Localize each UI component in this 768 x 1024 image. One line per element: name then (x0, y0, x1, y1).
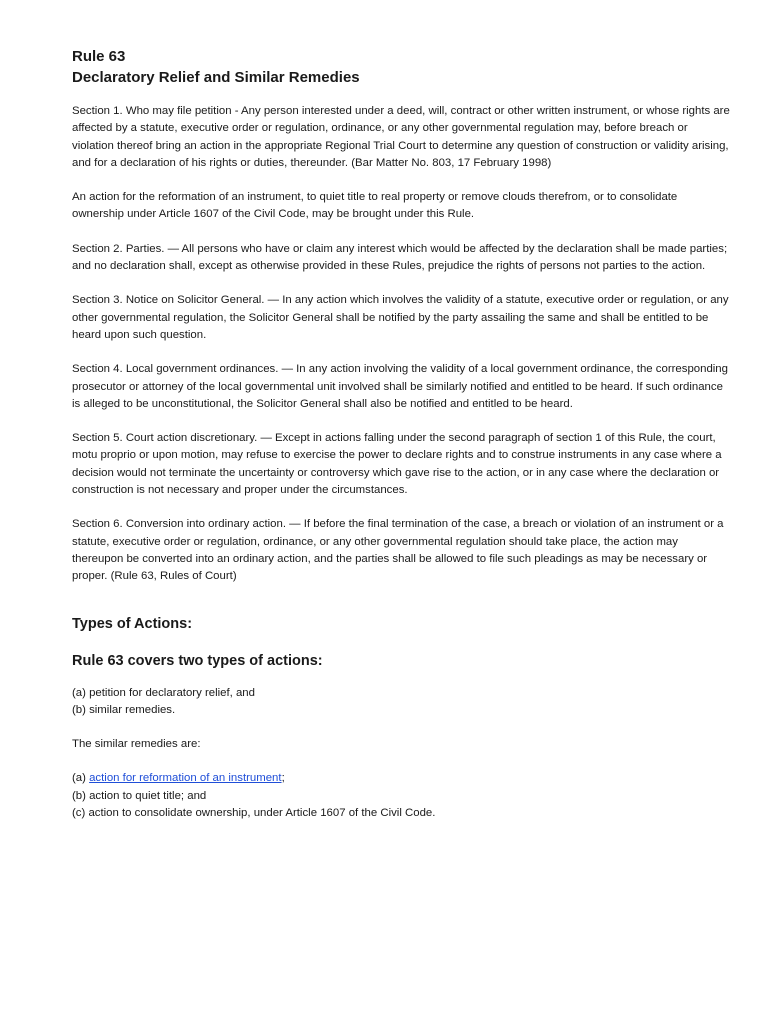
list-item (72, 770, 732, 787)
section-4-paragraph: Section 4. Local government ordinances. — In any action involving the validity of a local government ordinance, the corresponding prosecutor or attorney of the local governmental unit involved shall be similarly notified and entitled to be heard. If such ordinance is alleged to be unconstitutional, the Solicitor General shall also be notified and entitled to be heard. (72, 363, 728, 410)
types-of-actions-heading: Types of Actions: (72, 615, 193, 632)
similar-remedies-list (72, 770, 732, 822)
rule-number: Rule 63 (72, 48, 126, 65)
list-item-prefix: (a) (72, 772, 90, 785)
list-item: (b) similar remedies. (72, 703, 176, 716)
reformation-instrument-link[interactable]: action for reformation of an instrument (89, 772, 282, 785)
rule-covers-heading: Rule 63 covers two types of actions: (72, 652, 323, 669)
rule-title: Declaratory Relief and Similar Remedies (72, 69, 360, 86)
list-item-suffix: ; (281, 772, 285, 785)
section-1-paragraph: Section 1. Who may file petition - Any person interested under a deed, will, contract or other written instrument, or whose rights are affected by a statute, executive order or regulation, ordinance, or any other governmental regulation may, before breach or violation thereof bring an action in the appropriate Regional Trial Court to determine any question of construction or validity arising, and for a declaration of his rights or duties, thereunder. (Bar Matter No. 803, 17 February 1998) (72, 105, 730, 169)
list-item: (b) action to quiet title; and (72, 789, 207, 802)
section-1-second-paragraph: An action for the reformation of an instrument, to quiet title to real property or remove clouds therefrom, or to consolidate ownership under Article 1607 of the Civil Code, may be brought under this Rule. (72, 191, 678, 221)
document-page (72, 46, 732, 822)
section-6-paragraph: Section 6. Conversion into ordinary action. — If before the final termination of the case, a breach or violation of an instrument or a statute, executive order or regulation, ordinance, or any other governmental regulation should take place, the action may thereupon be converted into an ordinary action, and the parties shall be allowed to file such pleadings as may be necessary or proper. (Rule 63, Rules of Court) (72, 518, 724, 583)
section-2-paragraph: Section 2. Parties. — All persons who have or claim any interest which would be affected by the declaration shall be made parties; and no declaration shall, except as otherwise provided in these Rules, prejudice the rights of persons not parties to the action. (72, 242, 728, 273)
types-list (72, 685, 732, 720)
similar-remedies-intro: The similar remedies are: (72, 738, 201, 751)
list-item: (a) petition for declaratory relief, and (72, 686, 255, 699)
section-5-paragraph: Section 5. Court action discretionary. — Except in actions falling under the second paragraph of section 1 of this Rule, the court, motu proprio or upon motion, may refuse to exercise the power to declare rights and to construe instruments in any case where a decision would not terminate the uncertainty or controversy which gave rise to the action, or in any case where the declaration or construction is not necessary and proper under the circumstances. (72, 432, 722, 497)
list-item: (c) action to consolidate ownership, under Article 1607 of the Civil Code. (72, 807, 436, 820)
section-3-paragraph: Section 3. Notice on Solicitor General. — In any action which involves the validity of a statute, executive order or regulation, or any other governmental regulation, the Solicitor General shall be notified by the party assailing the same and shall be entitled to be heard upon such question. (72, 294, 729, 341)
